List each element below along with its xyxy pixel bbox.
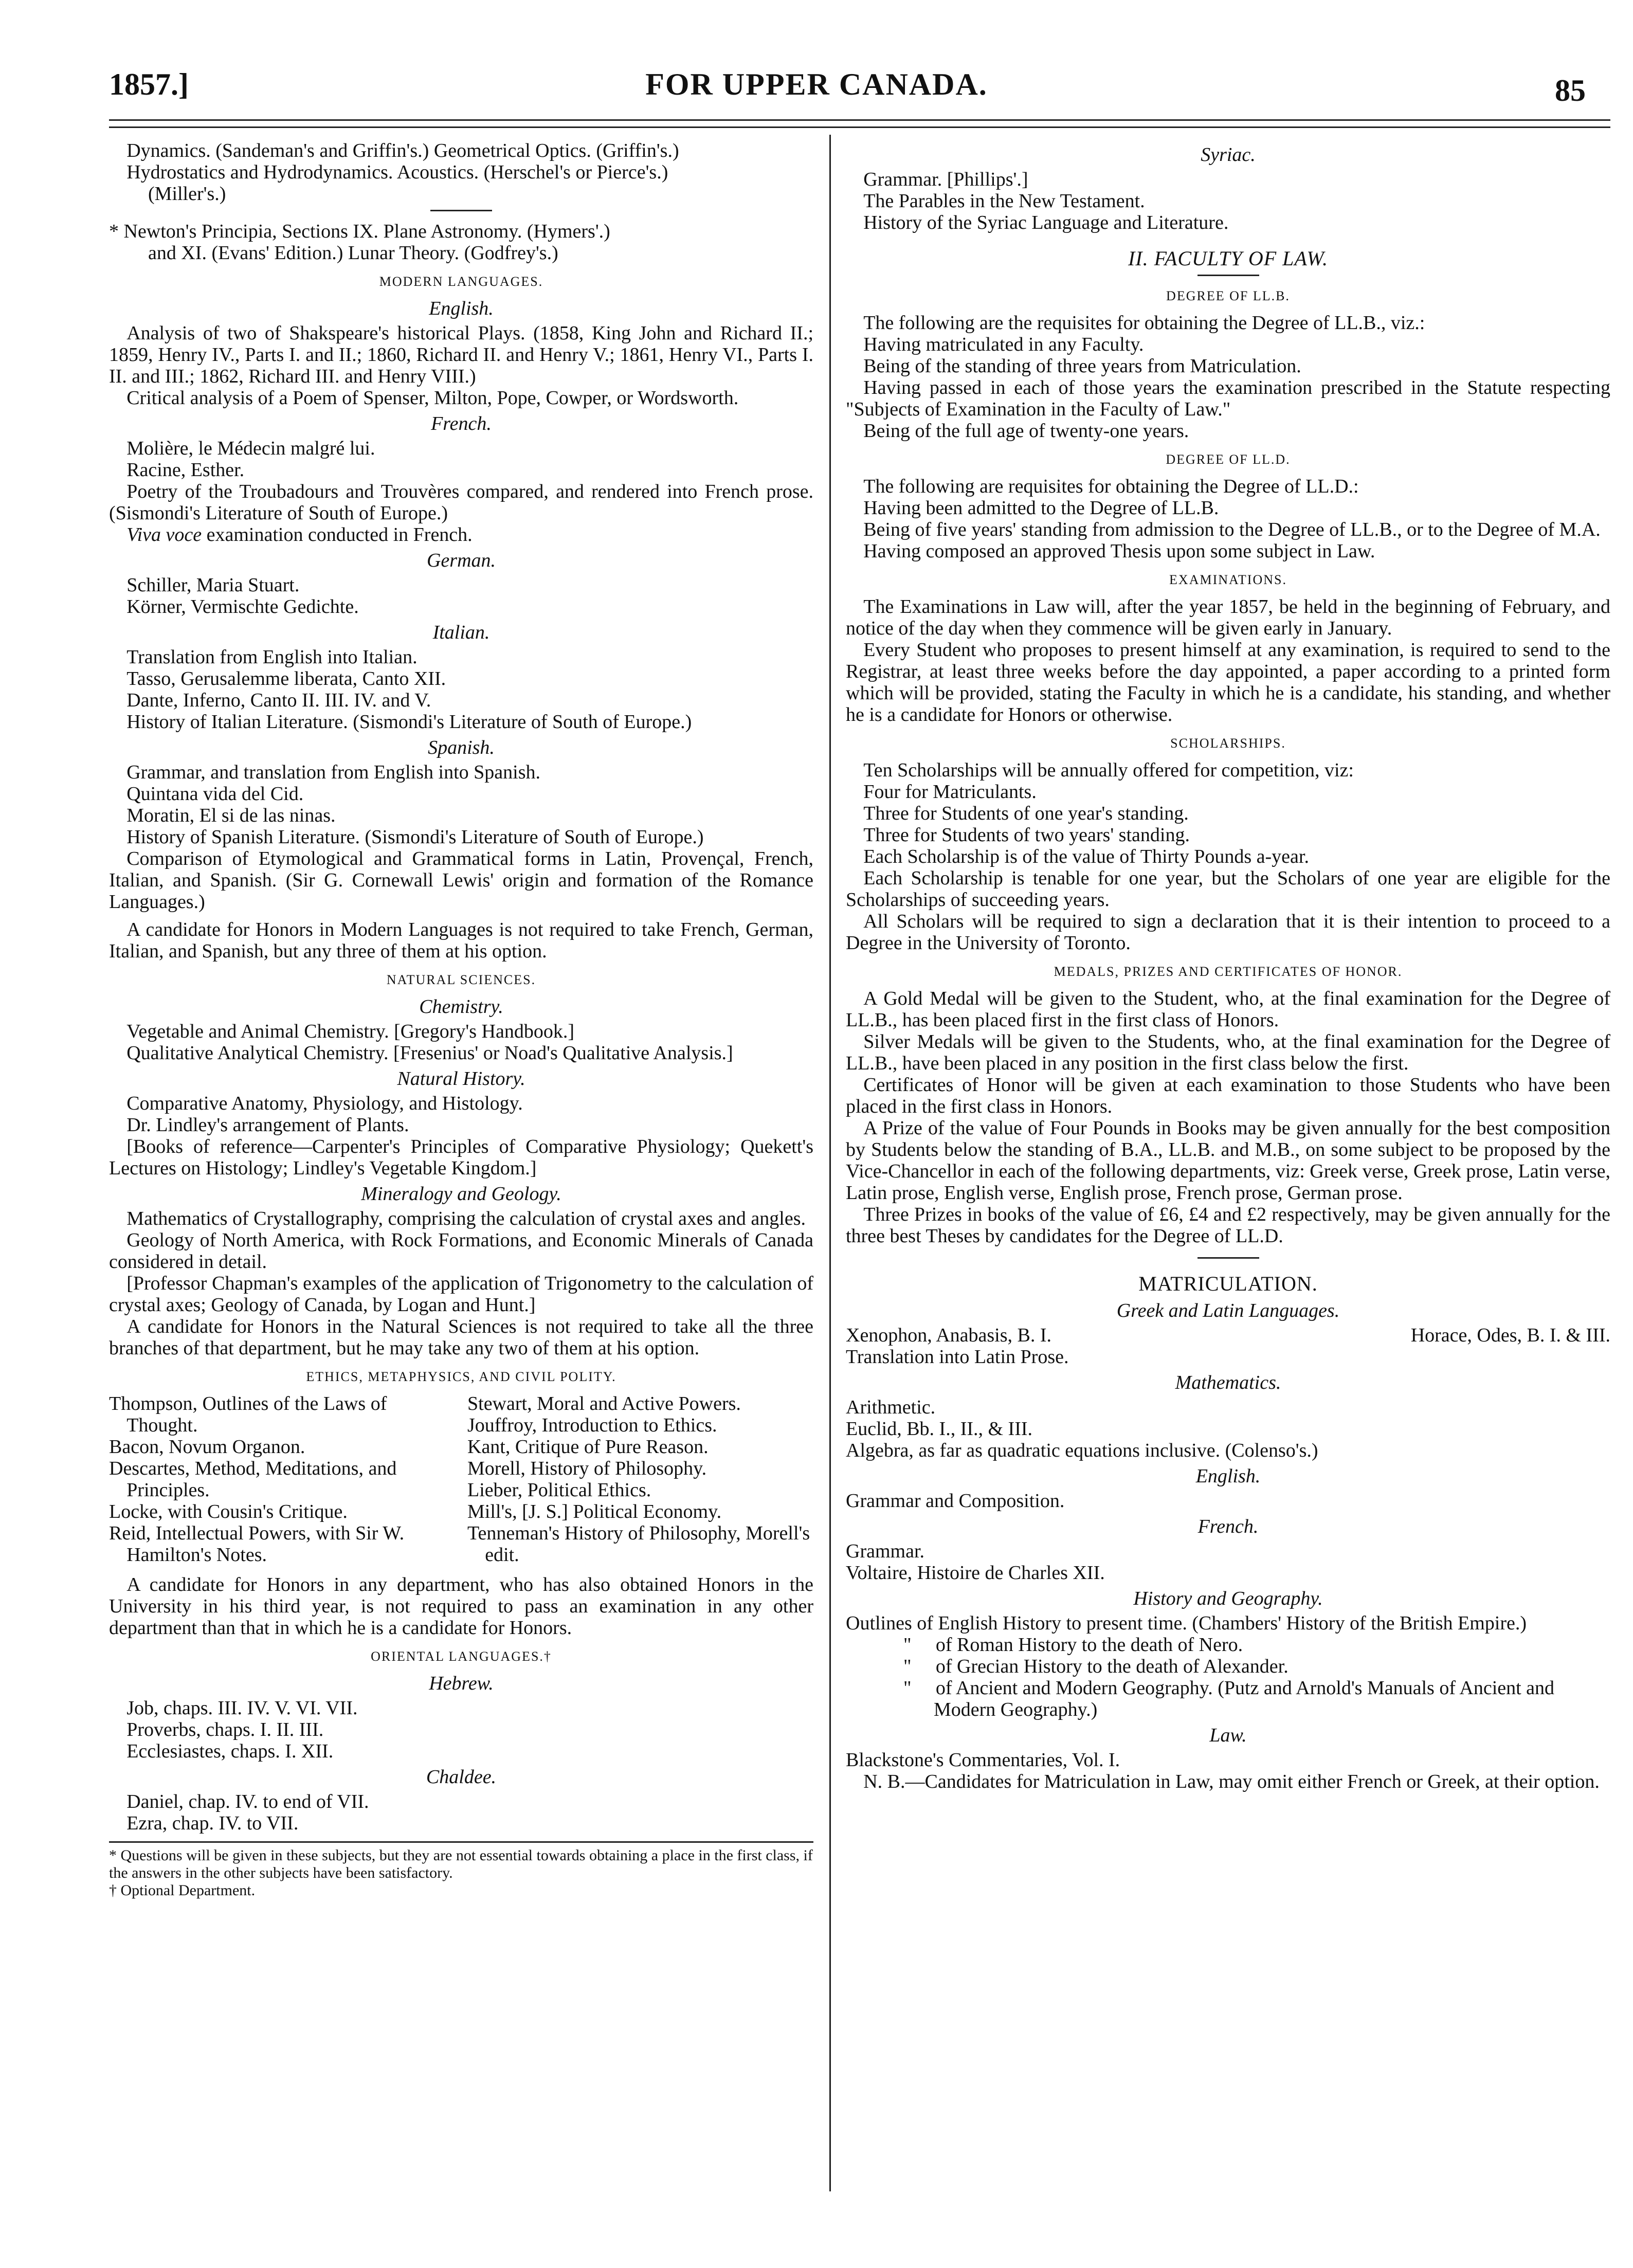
- paragraph: Ten Scholarships will be annually offered for competition, viz:: [863, 759, 1354, 781]
- paragraph: Comparison of Etymological and Grammatical forms in Latin, Provençal, French, Italian, and Spanish. (Sir G. Cornewall Lewis' origin and formation of the Romance Languages.): [109, 848, 813, 913]
- list-item: Mill's, [J. S.] Political Economy.: [467, 1501, 722, 1522]
- list-item: Tenneman's History of Philosophy, Morell's edit.: [467, 1522, 810, 1566]
- subsection-heading: Spanish.: [428, 737, 495, 758]
- text: Xenophon, Anabasis, B. I.: [846, 1324, 1052, 1346]
- paragraph: All Scholars will be required to sign a declaration that it is their intention to proceed to a Degree in the University of Toronto.: [846, 911, 1610, 954]
- paragraph: Tasso, Gerusalemme liberata, Canto XII.: [126, 668, 446, 690]
- text-line: * Newton's Principia, Sections IX. Plane Astronomy. (Hymers'.): [109, 221, 610, 242]
- text-line: The Parables in the New Testament.: [863, 190, 1145, 212]
- list-item: Lieber, Political Ethics.: [467, 1479, 651, 1501]
- subsection-heading: History and Geography.: [1133, 1588, 1323, 1609]
- list-item: Stewart, Moral and Active Powers.: [467, 1393, 741, 1414]
- subsection-heading: Mathematics.: [1175, 1372, 1281, 1393]
- paragraph: Three for Students of two years' standing.: [863, 824, 1190, 846]
- text-line: Ecclesiastes, chaps. I. XII.: [126, 1740, 334, 1762]
- text-line: Algebra, as far as quadratic equations inclusive. (Colenso's.): [846, 1440, 1318, 1461]
- paragraph: Analysis of two of Shakspeare's historical Plays. (1858, King John and Richard II.; 1859, Henry IV., Parts I. and II.; 1860, Richard II. and Henry V.; 1861, Henry VI., Parts I. II. and III.; 1862, Richard III. and Henry VIII.): [109, 322, 813, 387]
- text: examination conducted in French.: [202, 524, 473, 546]
- header-rule-top: [109, 119, 1610, 121]
- subsection-heading: English.: [1195, 1465, 1261, 1487]
- text: of Ancient and Modern Geography. (Putz and Arnold's Manuals of Ancient and Modern Geography.): [934, 1677, 1555, 1720]
- divider: [1197, 275, 1259, 276]
- text-line: Hydrostatics and Hydrodynamics. Acoustics. (Herschel's or Pierce's.): [126, 161, 668, 183]
- text-line: [846, 1634, 1610, 1656]
- text: of Roman History to the death of Nero.: [935, 1634, 1243, 1656]
- text-line: Ezra, chap. IV. to VII.: [126, 1812, 299, 1834]
- paragraph: The Examinations in Law will, after the year 1857, be held in the beginning of February, and notice of the day when they commence will be given early in January.: [846, 596, 1610, 639]
- text-line: Daniel, chap. IV. to end of VII.: [126, 1791, 369, 1812]
- ditto-mark: ": [903, 1634, 912, 1656]
- section-heading: DEGREE OF LL.B.: [1166, 288, 1290, 303]
- paragraph: Being of the full age of twenty-one years.: [863, 420, 1189, 442]
- section-title: II. FACULTY OF LAW.: [1128, 247, 1329, 270]
- section-heading: MODERN LANGUAGES.: [379, 274, 543, 289]
- footnote: † Optional Department.: [109, 1882, 256, 1899]
- section-heading: NATURAL SCIENCES.: [386, 972, 536, 987]
- ethics-list-left: [109, 1393, 455, 1566]
- paragraph: [Books of reference—Carpenter's Principles of Comparative Physiology; Quekett's Lectures on Histology; Lindley's Vegetable Kingdom.]: [109, 1136, 813, 1179]
- paragraph: Silver Medals will be given to the Students, who, at the final examination for the Degree of LL.B., have been placed in any position in the first class below the first.: [846, 1031, 1610, 1074]
- paragraph: A Gold Medal will be given to the Student, who, at the final examination for the Degree of LL.B., has been placed first in the first class of Honors.: [846, 988, 1610, 1031]
- list-item: Thompson, Outlines of the Laws of Thought.: [109, 1393, 387, 1436]
- paragraph: A Prize of the value of Four Pounds in Books may be given annually for the best composition by Students below the standing of B.A., LL.B. and M.B., on some subject to be proposed by the Vice-Chancellor in each of the following departments, viz: Greek verse, Greek prose, Latin verse, Latin prose, English verse, English prose, French prose, German prose.: [846, 1117, 1610, 1204]
- header-page-number: 85: [1555, 74, 1586, 107]
- section-heading: EXAMINATIONS.: [1169, 572, 1287, 587]
- text-italic: Viva voce: [126, 524, 202, 546]
- paragraph: A candidate for Honors in the Natural Sciences is not required to take all the three branches of that department, but he may take any two of them at his option.: [109, 1316, 813, 1359]
- paragraph: Mathematics of Crystallography, comprising the calculation of crystal axes and angles.: [126, 1208, 806, 1229]
- text-row: [846, 1324, 1610, 1346]
- section-heading: SCHOLARSHIPS.: [1170, 736, 1286, 751]
- paragraph: N. B.—Candidates for Matriculation in Law, may omit either French or Greek, at their option.: [863, 1771, 1600, 1792]
- subsection-heading: French.: [431, 413, 492, 434]
- text-line: [846, 1656, 1610, 1677]
- subsection-heading: Law.: [1209, 1725, 1247, 1746]
- section-heading: DEGREE OF LL.D.: [1166, 452, 1291, 467]
- paragraph: Comparative Anatomy, Physiology, and Histology.: [126, 1093, 523, 1114]
- paragraph: Being of five years' standing from admission to the Degree of LL.B., or to the Degree of M.A.: [863, 519, 1601, 540]
- footnote: * Questions will be given in these subjects, but they are not essential towards obtaining a place in the first class, if the answers in the other subjects have been satisfactory.: [109, 1847, 813, 1881]
- text-line: and XI. (Evans' Edition.) Lunar Theory. (Godfrey's.): [148, 242, 558, 264]
- list-item: Reid, Intellectual Powers, with Sir W. Hamilton's Notes.: [109, 1522, 405, 1566]
- text-line: Grammar. [Phillips'.]: [863, 169, 1028, 190]
- left-column: [109, 140, 813, 1899]
- text-line: Arithmetic.: [846, 1396, 936, 1418]
- subsection-heading: Greek and Latin Languages.: [1116, 1300, 1340, 1321]
- footnotes: [109, 1841, 813, 1899]
- section-heading: MEDALS, PRIZES AND CERTIFICATES OF HONOR.: [1054, 964, 1403, 979]
- paragraph: The following are requisites for obtaining the Degree of LL.D.:: [863, 476, 1359, 497]
- paragraph: History of Spanish Literature. (Sismondi's Literature of South of Europe.): [126, 826, 704, 848]
- paragraph: Geology of North America, with Rock Formations, and Economic Minerals of Canada considered in detail.: [109, 1229, 813, 1273]
- section-title: MATRICULATION.: [1138, 1272, 1318, 1295]
- paragraph: Dr. Lindley's arrangement of Plants.: [126, 1114, 409, 1136]
- paragraph: Three Prizes in books of the value of £6, £4 and £2 respectively, may be given annually for the three best Theses by candidates for the Degree of LL.D.: [846, 1204, 1610, 1247]
- text-line: Dynamics. (Sandeman's and Griffin's.) Geometrical Optics. (Griffin's.): [126, 140, 679, 161]
- subsection-heading: Chemistry.: [419, 996, 503, 1018]
- paragraph: Schiller, Maria Stuart.: [126, 574, 300, 596]
- section-heading: ORIENTAL LANGUAGES.†: [371, 1649, 552, 1664]
- text-line: Grammar and Composition.: [846, 1490, 1065, 1512]
- ethics-list-right: [467, 1393, 813, 1566]
- subsection-heading: Mineralogy and Geology.: [361, 1183, 561, 1205]
- list-item: Descartes, Method, Meditations, and Principles.: [109, 1458, 397, 1501]
- paragraph: Moratin, El si de las ninas.: [126, 805, 336, 826]
- right-column: [846, 140, 1610, 1792]
- text-line: Blackstone's Commentaries, Vol. I.: [846, 1749, 1120, 1771]
- list-item: Locke, with Cousin's Critique.: [109, 1501, 348, 1522]
- ditto-mark: ": [903, 1656, 912, 1677]
- paragraph: Three for Students of one year's standing.: [863, 803, 1189, 824]
- paragraph: Körner, Vermischte Gedichte.: [126, 596, 359, 618]
- subsection-heading: Syriac.: [1201, 144, 1256, 166]
- paragraph: Having been admitted to the Degree of LL.B.: [863, 497, 1219, 519]
- text-line: Voltaire, Histoire de Charles XII.: [846, 1562, 1105, 1584]
- paragraph: A candidate for Honors in Modern Languages is not required to take French, German, Italian, and Spanish, but any three of them at his option.: [109, 919, 813, 962]
- paragraph: Racine, Esther.: [126, 459, 245, 481]
- header-rule-bottom: [109, 126, 1610, 128]
- text-line: Job, chaps. III. IV. V. VI. VII.: [126, 1697, 358, 1719]
- paragraph: History of Italian Literature. (Sismondi's Literature of South of Europe.): [126, 711, 692, 733]
- paragraph: Grammar, and translation from English into Spanish.: [126, 761, 540, 783]
- paragraph: A candidate for Honors in any department, who has also obtained Honors in the University in his third year, is not required to pass an examination in any other department than that in which he is a candidate for Honors.: [109, 1574, 813, 1639]
- text: of Grecian History to the death of Alexander.: [935, 1656, 1289, 1677]
- list-item: Bacon, Novum Organon.: [109, 1436, 305, 1458]
- header-year: 1857.]: [109, 67, 189, 101]
- paragraph: Having matriculated in any Faculty.: [863, 334, 1144, 355]
- paragraph: Translation from English into Italian.: [126, 646, 418, 668]
- paragraph: Every Student who proposes to present himself at any examination, is required to send to the Registrar, at least three weeks before the day appointed, a paper according to a printed form which will be provided, stating the Faculty in which he is a candidate, his standing, and whether he is a candidate for Honors or otherwise.: [846, 639, 1610, 725]
- section-heading: ETHICS, METAPHYSICS, AND CIVIL POLITY.: [306, 1369, 616, 1384]
- subsection-heading: Natural History.: [397, 1068, 525, 1090]
- subsection-heading: German.: [426, 550, 496, 571]
- text: Horace, Odes, B. I. & III.: [1410, 1324, 1610, 1346]
- paragraph: Dante, Inferno, Canto II. III. IV. and V.: [126, 690, 431, 711]
- divider: [1197, 1257, 1259, 1259]
- paragraph: Each Scholarship is of the value of Thirty Pounds a-year.: [863, 846, 1309, 867]
- paragraph: [Professor Chapman's examples of the application of Trigonometry to the calculation of crystal axes; Geology of Canada, by Logan and Hunt.]: [109, 1273, 813, 1316]
- list-item: Kant, Critique of Pure Reason.: [467, 1436, 709, 1458]
- paragraph: Certificates of Honor will be given at each examination to those Students who have been placed in the first class in Honors.: [846, 1074, 1610, 1117]
- paragraph: Four for Matriculants.: [863, 781, 1037, 803]
- subsection-heading: English.: [429, 298, 494, 319]
- paragraph: [109, 524, 813, 546]
- list-item: Jouffroy, Introduction to Ethics.: [467, 1414, 717, 1436]
- text-line: Proverbs, chaps. I. II. III.: [126, 1719, 324, 1740]
- list-item: Morell, History of Philosophy.: [467, 1458, 707, 1479]
- paragraph: Each Scholarship is tenable for one year, but the Scholars of one year are eligible for the Scholarships of succeeding years.: [846, 867, 1610, 911]
- text-line: [846, 1677, 1610, 1720]
- text-line: History of the Syriac Language and Literature.: [863, 212, 1229, 233]
- paragraph: Having composed an approved Thesis upon some subject in Law.: [863, 540, 1375, 562]
- divider: [430, 210, 492, 211]
- subsection-heading: French.: [1197, 1516, 1259, 1537]
- text-line: Grammar.: [846, 1540, 925, 1562]
- paragraph: Qualitative Analytical Chemistry. [Fresenius' or Noad's Qualitative Analysis.]: [126, 1042, 733, 1064]
- paragraph: Being of the standing of three years from Matriculation.: [863, 355, 1301, 377]
- paragraph: Molière, le Médecin malgré lui.: [126, 438, 375, 459]
- column-divider: [829, 135, 831, 2191]
- subsection-heading: Hebrew.: [429, 1673, 494, 1694]
- subsection-heading: Chaldee.: [426, 1766, 497, 1788]
- paragraph: Vegetable and Animal Chemistry. [Gregory's Handbook.]: [126, 1021, 574, 1042]
- text-line: (Miller's.): [148, 183, 226, 205]
- ditto-mark: ": [903, 1677, 912, 1699]
- text-line: Outlines of English History to present time. (Chambers' History of the British Empire.): [846, 1612, 1527, 1634]
- header-title: FOR UPPER CANADA.: [645, 67, 988, 101]
- paragraph: Poetry of the Troubadours and Trouvères compared, and rendered into French prose. (Sismondi's Literature of South of Europe.): [109, 481, 813, 524]
- paragraph: Critical analysis of a Poem of Spenser, Milton, Pope, Cowper, or Wordsworth.: [126, 387, 739, 409]
- paragraph: Having passed in each of those years the examination prescribed in the Statute respecting "Subjects of Examination in the Faculty of Law.": [846, 377, 1610, 420]
- text-line: Euclid, Bb. I., II., & III.: [846, 1418, 1033, 1440]
- subsection-heading: Italian.: [432, 622, 490, 643]
- ethics-book-list: [109, 1393, 813, 1566]
- text-line: Translation into Latin Prose.: [846, 1346, 1069, 1368]
- paragraph: The following are the requisites for obtaining the Degree of LL.B., viz.:: [863, 312, 1425, 334]
- paragraph: Quintana vida del Cid.: [126, 783, 304, 805]
